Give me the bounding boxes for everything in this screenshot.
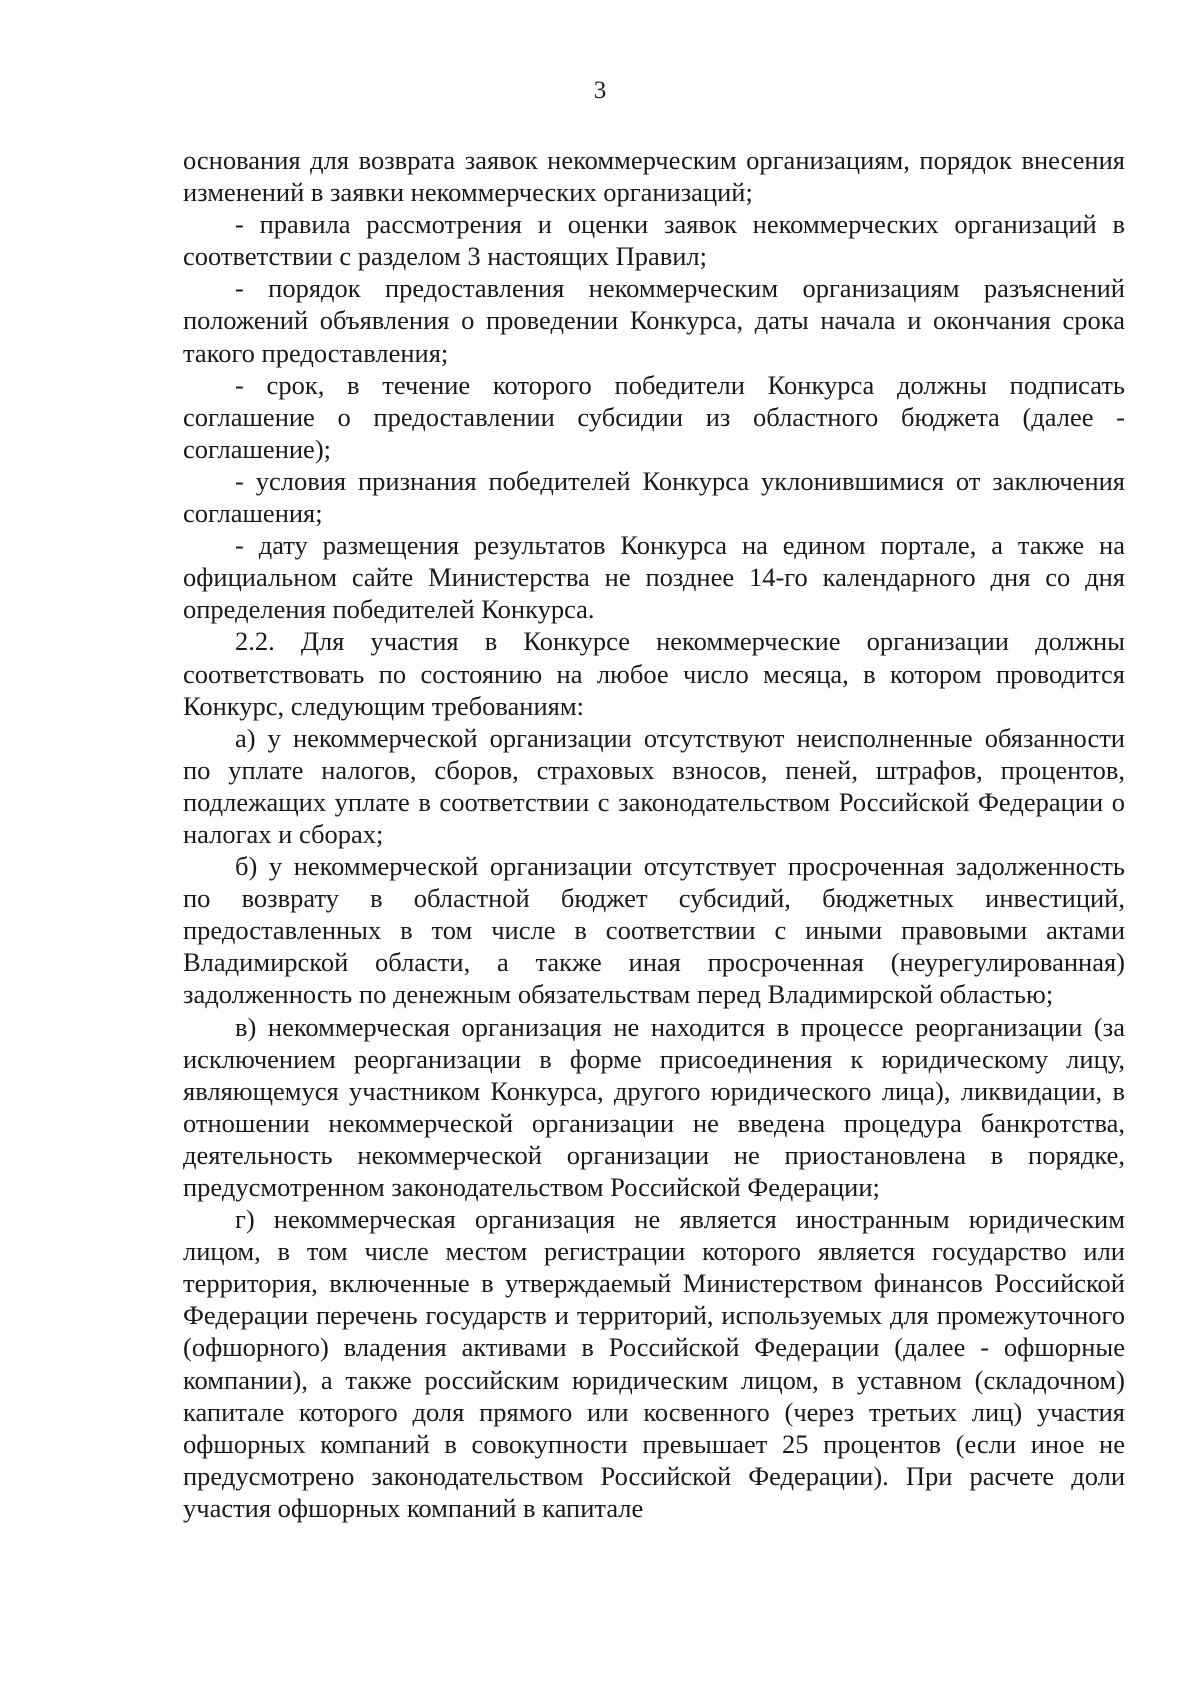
paragraph-clarifications: - порядок предоставления некоммерческим организациям разъяснений положений объявления о проведении Конкурса, даты начала и окончания срока такого предоставления;	[183, 273, 1125, 368]
paragraph-review-rules: - правила рассмотрения и оценки заявок некоммерческих организаций в соответствии с разделом 3 настоящих Правил;	[183, 209, 1125, 272]
paragraph-requirement-v: в) некоммерческая организация не находится в процессе реорганизации (за исключением реорганизации в форме присоединения к юридическому лицу, являющемуся участником Конкурса, другого юридического лица), ликвидации, в отношении некоммерческой организации не введена процедура банкротства, деятельность некоммерческой организации не приостановлена в порядке, предусмотренном законодательством Российской Федерации;	[183, 1011, 1125, 1202]
paragraph-continuation: основания для возврата заявок некоммерческим организациям, порядок внесения изменений в заявки некоммерческих организаций;	[183, 145, 1125, 208]
paragraph-section-2-2: 2.2. Для участия в Конкурсе некоммерческие организации должны соответствовать по состоянию на любое число месяца, в котором проводится Конкурс, следующим требованиям:	[183, 626, 1125, 721]
paragraph-results-date: - дату размещения результатов Конкурса на едином портале, а также на официальном сайте Министерства не позднее 14-го календарного дня со дня определения победителей Конкурса.	[183, 530, 1125, 625]
paragraph-requirement-g: г) некоммерческая организация не является иностранным юридическим лицом, в том числе местом регистрации которого является государство или территория, включенные в утверждаемый Министерством финансов Российской Федерации перечень государств и территорий, используемых для промежуточного (офшорного) владения активами в Российской Федерации (далее - офшорные компании), а также российским юридическим лицом, в уставном (складочном) капитале которого доля прямого или косвенного (через третьих лиц) участия офшорных компаний в совокупности превышает 25 процентов (если иное не предусмотрено законодательством Российской Федерации). При расчете доли участия офшорных компаний в капитале	[183, 1204, 1125, 1523]
paragraph-requirement-b: б) у некоммерческой организации отсутствует просроченная задолженность по возврату в областной бюджет субсидий, бюджетных инвестиций, предоставленных в том числе в соответствии с иными правовыми актами Владимирской области, а также иная просроченная (неурегулированная) задолженность по денежным обязательствам перед Владимирской областью;	[183, 851, 1125, 1010]
paragraph-requirement-a: а) у некоммерческой организации отсутствуют неисполненные обязанности по уплате налогов, сборов, страховых взносов, пеней, штрафов, процентов, подлежащих уплате в соответствии с законодательством Российской Федерации о налогах и сборах;	[183, 722, 1125, 849]
paragraph-agreement-term: - срок, в течение которого победители Конкурса должны подписать соглашение о предоставлении субсидии из областного бюджета (далее - соглашение);	[183, 369, 1125, 464]
page-number: 3	[593, 77, 607, 104]
document-body	[183, 144, 1125, 1524]
paragraph-evasion-conditions: - условия признания победителей Конкурса уклонившимися от заключения соглашения;	[183, 465, 1125, 529]
